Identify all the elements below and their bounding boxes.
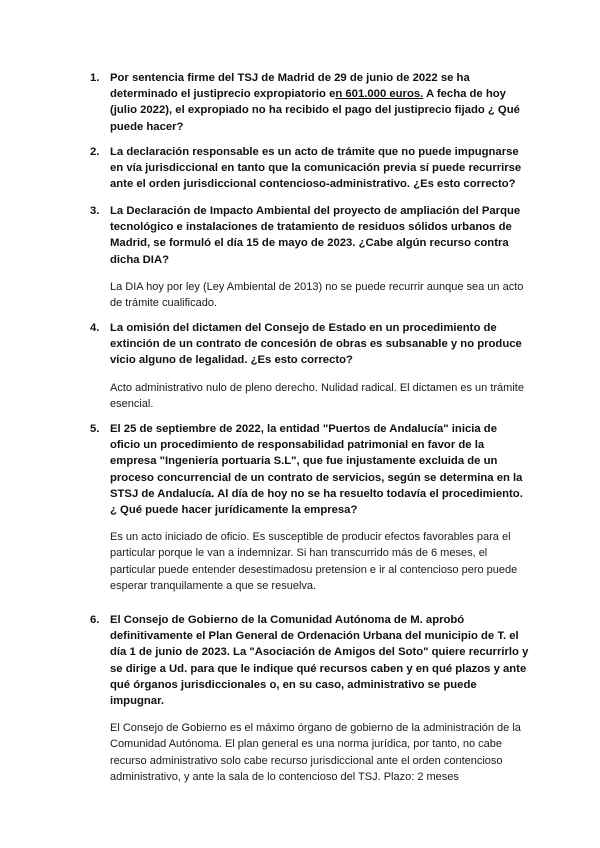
question-number: 4. bbox=[90, 322, 100, 334]
question-number: 1. bbox=[90, 72, 100, 84]
question-text: La Declaración de Impacto Ambiental del proyecto de ampliación del Parque tecnológico e instalaciones de tratamiento de residuos sólidos urbanos de Madrid, se formuló el día 15 de mayo de 2023. ¿Cabe algún recurso contra dicha DIA? bbox=[110, 205, 521, 266]
question-1 bbox=[90, 70, 530, 135]
underlined-amount: n 601.000 euros. bbox=[335, 88, 424, 101]
question-6 bbox=[90, 612, 530, 785]
answer-text: El Consejo de Gobierno es el máximo órgano de gobierno de la administración de la Comunidad Autónoma. El plan general es una norma jurídica, por tanto, no cabe recurso administrativo solo cabe recurso jurisdiccional ante el orden contencioso administrativo, y ante la sala de lo contencioso del TSJ. Plazo: 2 meses bbox=[110, 722, 521, 783]
answer-text: Es un acto iniciado de oficio. Es susceptible de producir efectos favorables para el particular porque le van a indemnizar. Si han transcurrido más de 6 meses, el particular puede entender desestimadosu pretension e ir al contencioso pero puede esperar tranquilamente a que se resuelva. bbox=[110, 531, 518, 592]
answer-text: Acto administrativo nulo de pleno derecho. Nulidad radical. El dictamen es un trámite esencial. bbox=[110, 381, 524, 410]
answer-text: La DIA hoy por ley (Ley Ambiental de 2013) no se puede recurrir aunque sea un acto de trámite cualificado. bbox=[110, 280, 524, 310]
question-5 bbox=[90, 421, 530, 594]
question-text-part: A fecha de hoy (julio 2022), el expropiado no ha recibido el pago del justiprecio fijado ¿ Qué puede hacer? bbox=[110, 88, 520, 133]
question-text bbox=[110, 70, 530, 135]
question-3 bbox=[90, 203, 530, 311]
question-text-part: Por sentencia firme del TSJ de Madrid de 29 de junio de 2022 se ha determinado el justiprecio expropiatorio e bbox=[110, 72, 470, 101]
question-text: La omisión del dictamen del Consejo de Estado en un procedimiento de extinción de un contrato de concesión de obras es subsanable y no produce vicio alguno de legalidad. ¿Es esto correcto? bbox=[110, 322, 522, 367]
question-text: La declaración responsable es un acto de trámite que no puede impugnarse en vía jurisdiccional en tanto que la comunicación previa sí puede recurrirse ante el orden jurisdiccional contencioso-administrativo. ¿Es esto correcto? bbox=[110, 146, 522, 191]
question-number: 5. bbox=[90, 423, 100, 435]
question-text: El Consejo de Gobierno de la Comunidad Autónoma de M. aprobó definitivamente el Plan General de Ordenación Urbana del municipio de T. el día 1 de junio de 2023. La "Asociación de Amigos del Soto" quiere recurrirlo y se dirige a Ud. para que le indique qué recursos caben y en qué plazos y ante qué órganos jurisdiccionales o, en su caso, administrativo se puede impugnar. bbox=[110, 614, 529, 708]
question-number: 3. bbox=[90, 205, 100, 217]
question-number: 6. bbox=[90, 614, 100, 626]
question-4 bbox=[90, 320, 530, 412]
question-2 bbox=[90, 144, 530, 193]
question-number: 2. bbox=[90, 146, 100, 158]
question-text: El 25 de septiembre de 2022, la entidad "Puertos de Andalucía" inicia de oficio un procedimiento de responsabilidad patrimonial en favor de la empresa "Ingeniería portuaria S.L", que fue injustamente excluida de un proceso concurrencial de un contrato de servicios, según se determina en la STSJ de Andalucía. Al día de hoy no se ha resuelto todavía el procedimiento. ¿ Qué puede hacer jurídicamente la empresa? bbox=[110, 423, 523, 517]
